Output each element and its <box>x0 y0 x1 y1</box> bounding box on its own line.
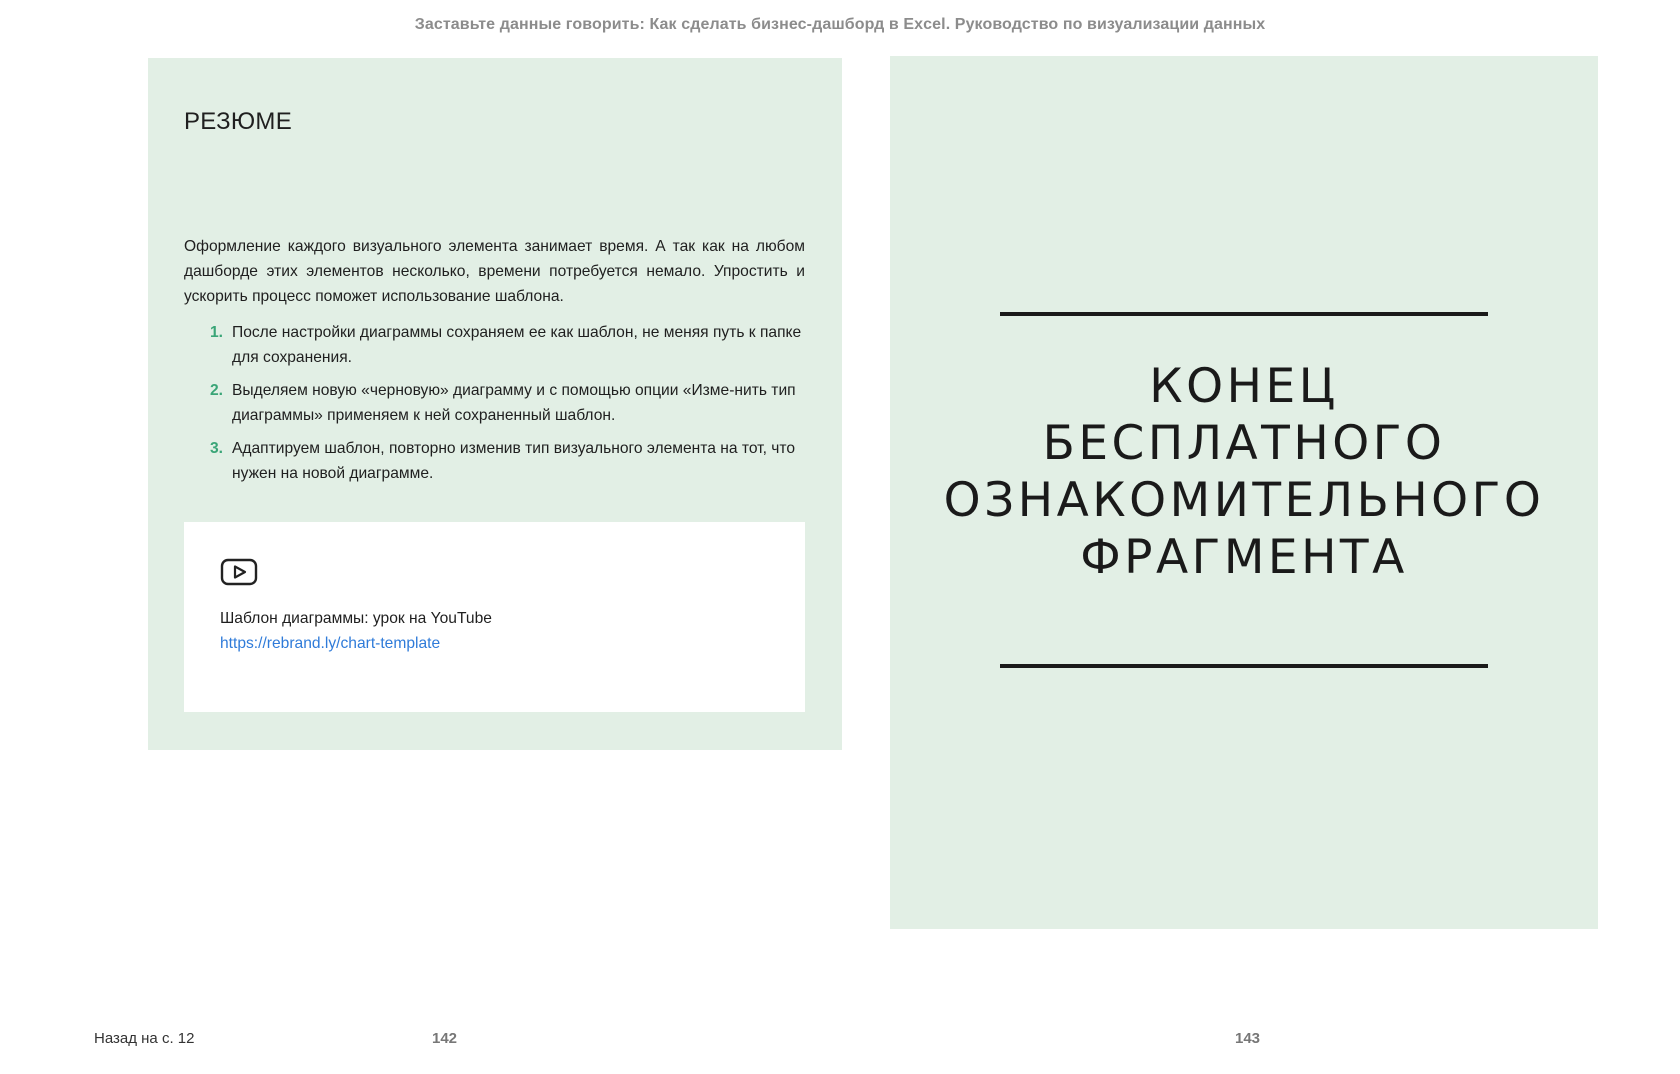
video-link[interactable]: https://rebrand.ly/chart-template <box>220 635 441 652</box>
page-left <box>148 58 842 750</box>
video-caption: Шаблон диаграммы: урок на YouTube <box>220 610 492 627</box>
step-text: После настройки диаграммы сохраняем ее как шаблон, не меняя путь к папке для сохранения. <box>232 324 802 366</box>
step-text: Выделяем новую «черновую» диаграмму и с помощью опции «Изме-нить тип диаграммы» применяем к ней сохраненный шаблон. <box>232 382 796 424</box>
title-line: ФРАГМЕНТА <box>1080 530 1408 585</box>
title-line: ОЗНАКОМИТЕЛЬНОГО <box>943 473 1545 528</box>
back-to-page-link[interactable]: Назад на с. 12 <box>94 1030 195 1047</box>
step-number: 3. <box>210 440 224 457</box>
page-right <box>890 56 1598 929</box>
summary-heading: РЕЗЮМЕ <box>184 108 293 135</box>
book-title: Заставьте данные говорить: Как сделать бизнес-дашборд в Excel. Руководство по визуализации данных <box>414 16 1266 33</box>
step-number: 1. <box>210 324 224 341</box>
title-line: БЕСПЛАТНОГО <box>1042 416 1446 471</box>
divider-top <box>1000 312 1488 316</box>
list-item <box>210 436 808 486</box>
video-callout <box>184 522 805 712</box>
divider-bottom <box>1000 664 1488 668</box>
steps-list <box>210 320 808 494</box>
step-number: 2. <box>210 382 224 399</box>
title-line: КОНЕЦ <box>1149 359 1339 414</box>
end-of-preview-title <box>890 358 1598 586</box>
page-number-right: 143 <box>1235 1030 1261 1047</box>
video-play-icon[interactable] <box>220 558 258 586</box>
intro-paragraph: Оформление каждого визуального элемента занимает время. А так как на любом дашборде этих элементов несколько, времени потребуется немало. Упростить и ускорить процесс поможет использование шаблона. <box>184 238 805 305</box>
step-text: Адаптируем шаблон, повторно изменив тип визуального элемента на тот, что нужен на новой диаграмме. <box>232 440 795 482</box>
list-item <box>210 320 808 370</box>
list-item <box>210 378 808 428</box>
page-number-left: 142 <box>432 1030 458 1047</box>
